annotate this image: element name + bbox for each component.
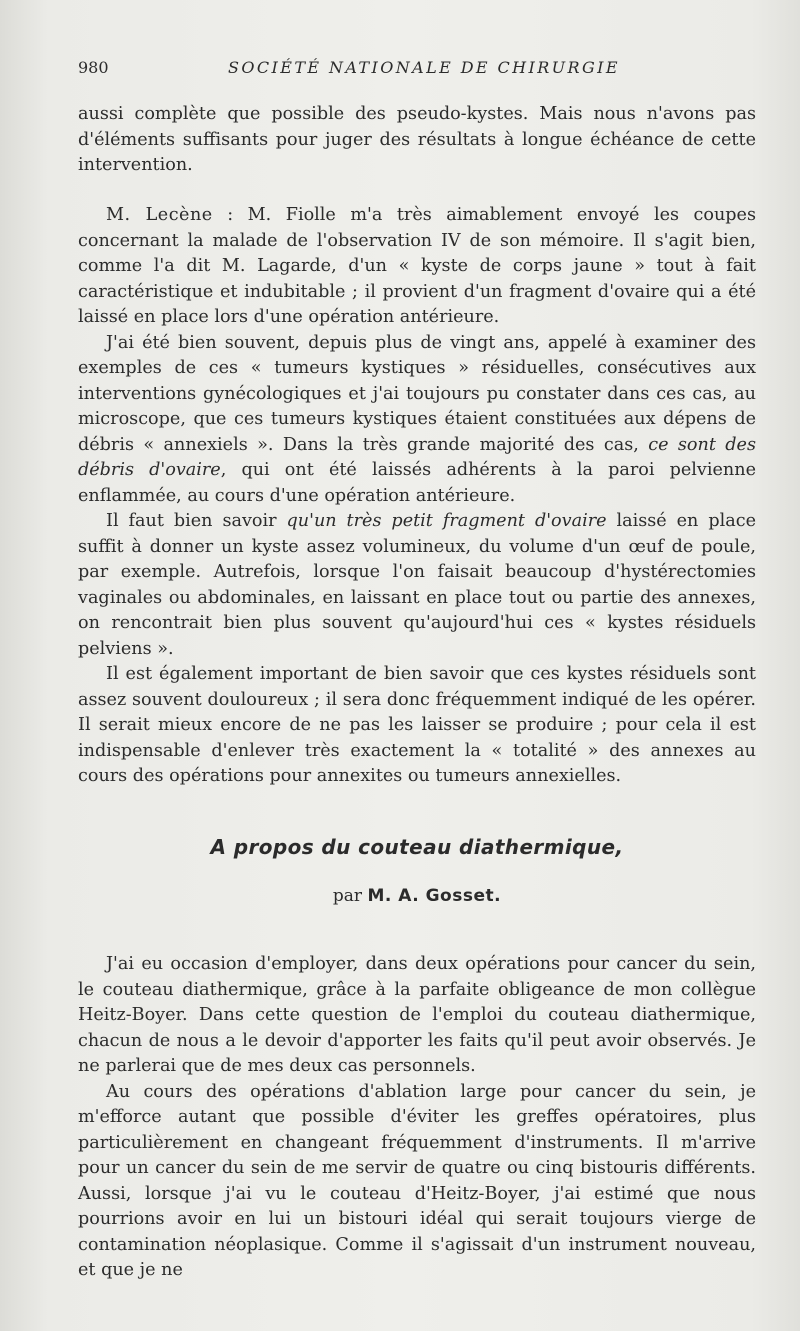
speaker-name: M. Lecène — [106, 205, 213, 225]
text-run: laissé en place suffit à donner un kyste assez volumineux, du volume d'un œuf de poule, par exemple. Autrefois, lorsque l'on faisait beaucoup d'hystérectomies vaginales ou abdominales, en laissant en place tout ou partie des annexes, on rencontrait bien plus souvent qu'aujourd'hui ces « kystes résiduels pelviens ». — [78, 511, 756, 659]
emphasis-text: qu'un très petit fragment d'ovaire — [286, 511, 607, 531]
text-run: J'ai été bien souvent, depuis plus de vingt ans, appelé à examiner des exemples de ces « tumeurs kystiques » résiduelles, consécutives aux interventions gynécologiques et j'ai toujours pu constater dans ces cas, au microscope, que ces tumeurs kystiques étaient constituées aux dépens de débris « annexiels ». Dans la très grande majorité des cas, — [78, 332, 756, 455]
article-title: A propos du couteau diathermique, — [210, 835, 624, 859]
lecene-paragraph-4: Il est également important de bien savoir que ces kystes résiduels sont assez souvent douloureux ; il sera donc fréquemment indiqué de les opérer. Il serait mieux encore de ne pas les laisser se produire ; pour cela il est indispensable d'enlever très exactement la « totalité » des annexes au cours des opérations pour annexites ou tumeurs annexielles. — [78, 664, 756, 786]
article-paragraph-1: J'ai eu occasion d'employer, dans deux opérations pour cancer du sein, le couteau diathermique, grâce à la parfaite obligeance de mon collègue Heitz-Boyer. Dans cette question de l'emploi du couteau diathermique, chacun de nous a le devoir d'apporter les faits qu'il peut avoir observés. Je ne parlerai que de mes deux cas personnels. — [78, 954, 756, 1076]
article-body — [78, 952, 756, 1284]
emphasis-text: ce sont des débris d'ovaire — [78, 434, 756, 480]
text-run: , qui ont été laissés adhérents à la paroi pelvienne enflammée, au cours d'une opération antérieure. — [78, 460, 756, 506]
lecene-paragraph-2 — [78, 331, 756, 510]
lecene-paragraph-1-text: : M. Fiolle m'a très aimablement envoyé les coupes concernant la malade de l'observation IV de son mémoire. Il s'agit bien, comme l'a dit M. Lagarde, d'un « kyste de corps jaune » tout à fait caractéristique et indubitable ; il provient d'un fragment d'ovaire qui a été laissé en place lors d'une opération antérieure. — [78, 205, 756, 327]
lecene-paragraph-1 — [78, 203, 756, 331]
lecene-discussion — [78, 203, 756, 790]
article-byline — [78, 886, 756, 906]
page-number: 980 — [78, 58, 109, 77]
lecene-paragraph-3 — [78, 509, 756, 662]
text-run: Il faut bien savoir — [106, 511, 287, 531]
continuation-paragraph: aussi complète que possible des pseudo-kystes. Mais nous n'avons pas d'éléments suffisants pour juger des résultats à longue échéance de cette intervention. — [78, 104, 756, 175]
continuation-text — [78, 102, 756, 179]
byline-prefix: par — [332, 886, 363, 906]
author-name: M. A. Gosset. — [367, 886, 502, 906]
running-header — [78, 58, 756, 82]
journal-title: SOCIÉTÉ NATIONALE DE CHIRURGIE — [228, 58, 620, 77]
article-paragraph-2: Au cours des opérations d'ablation large pour cancer du sein, je m'efforce autant que possible d'éviter les greffes opératoires, plus particulièrement en changeant fréquemment d'instruments. Il m'arrive pour un cancer du sein de me servir de quatre ou cinq bistouris différents. Aussi, lorsque j'ai vu le couteau d'Heitz-Boyer, j'ai estimé que nous pourrions avoir en lui un bistouri idéal qui serait toujours vierge de contamination néoplasique. Comme il s'agissait d'un instrument nouveau, et que je ne — [78, 1081, 756, 1280]
